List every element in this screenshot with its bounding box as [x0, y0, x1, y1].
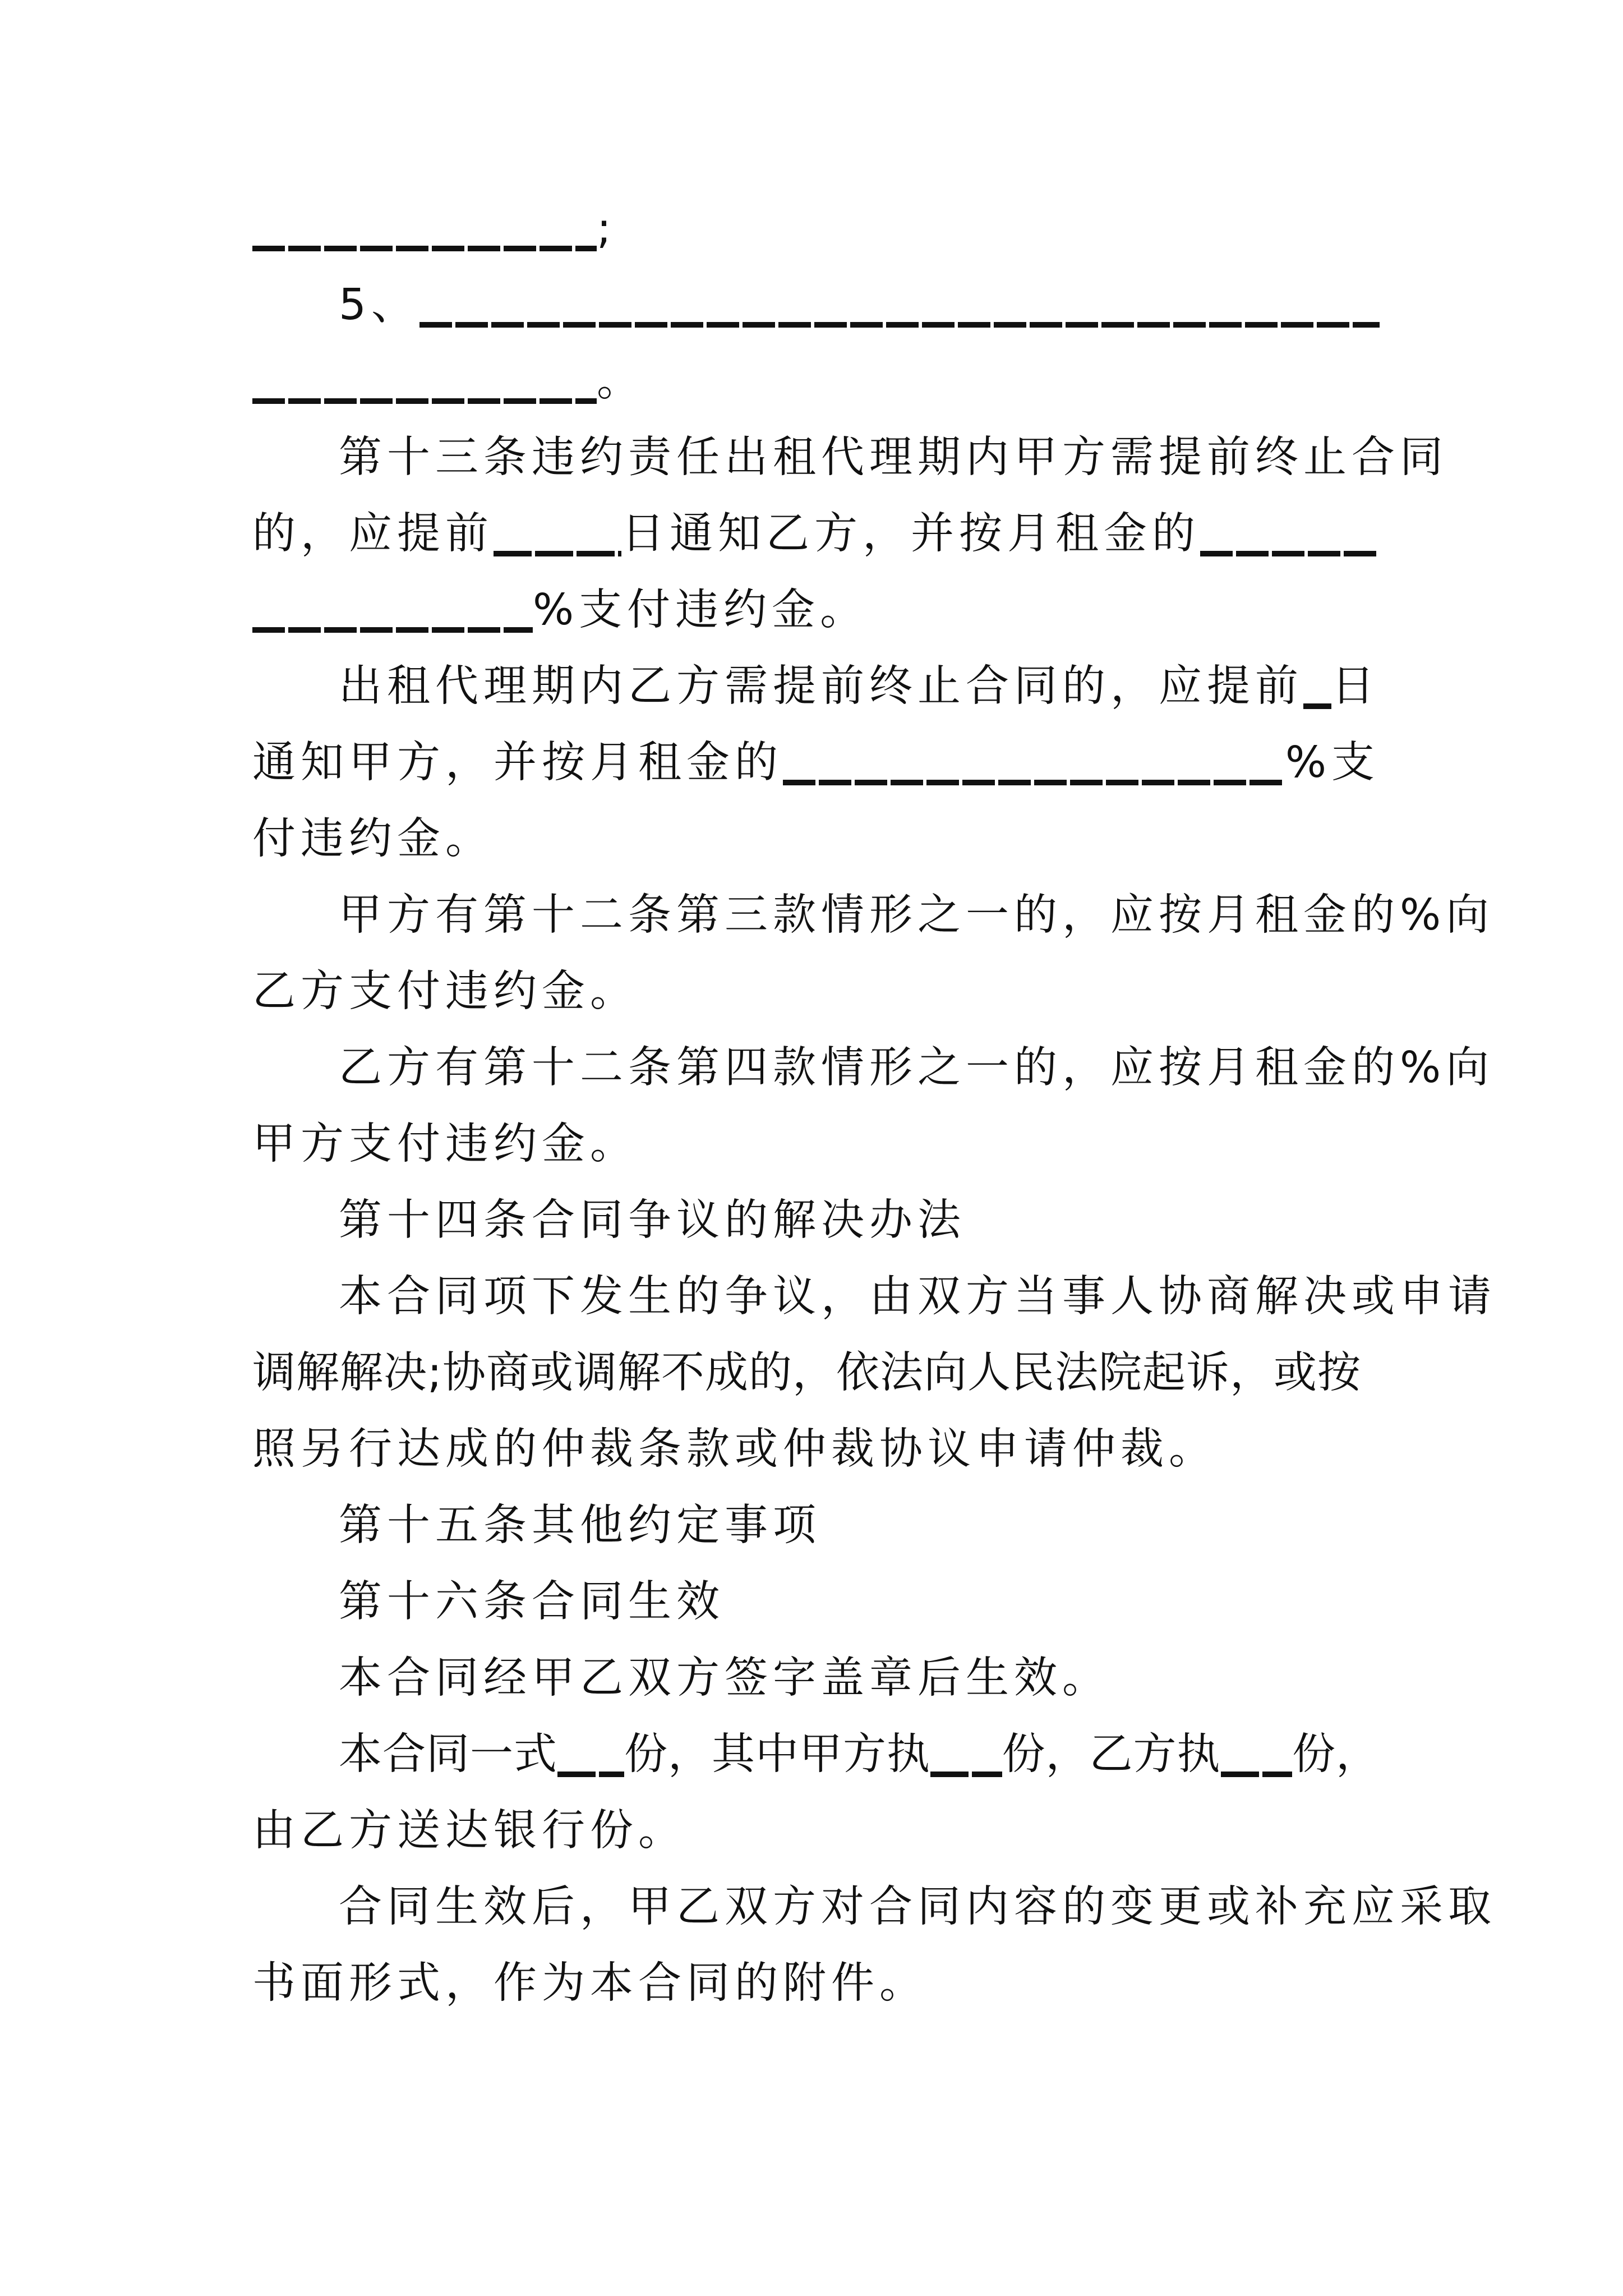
fill-blank: [419, 322, 1380, 328]
text-segment: 甲方支付违约金。: [252, 1119, 638, 1169]
line-blank-period: [252, 343, 1380, 420]
fill-blank-days: [494, 551, 621, 556]
item-number: 5、: [339, 280, 419, 330]
article-13-p4-line-2: [252, 1106, 1380, 1182]
article-14-line-2: [252, 1335, 1380, 1411]
text-segment: 本合同经甲乙双方签字盖章后生效。: [339, 1653, 1110, 1703]
article-16-p2-line-2: [252, 1793, 1380, 1869]
article-16-p1: [252, 1640, 1380, 1717]
fill-blank-copies: [930, 1772, 1002, 1777]
article-heading: 第十六条合同生效: [339, 1577, 725, 1627]
article-13-line-2: [252, 496, 1380, 572]
fill-blank: [252, 398, 597, 404]
article-14-title: [252, 1182, 1380, 1259]
article-14-line-1: [252, 1259, 1496, 1335]
text-segment: 乙方有第十二条第四款情形之一的，应按月租金的%向: [339, 1043, 1495, 1093]
text-segment: %支: [1285, 738, 1380, 788]
text-segment: 份，: [1292, 1729, 1380, 1779]
text-segment: 合同生效后，甲乙双方对合同内容的变更或补充应采取: [339, 1882, 1496, 1932]
text-segment: 由乙方送达银行份。: [252, 1806, 686, 1856]
article-16-p2-line-1: [252, 1717, 1380, 1793]
article-16-p3-line-2: [252, 1945, 1380, 2022]
text-segment: 日: [1331, 661, 1380, 711]
line-item-5: [252, 267, 1380, 343]
text-segment: 出租代理期内乙方需提前终止合同的，应提前: [339, 661, 1303, 711]
fill-blank-days: [1303, 703, 1331, 709]
text-segment: 付违约金。: [252, 814, 494, 864]
article-15-title: [252, 1488, 1380, 1564]
text-segment: 第十三条违约责任出租代理期内甲方需提前终止合同: [339, 432, 1448, 482]
fill-blank-copies: [1221, 1772, 1293, 1777]
article-16-title: [252, 1564, 1380, 1640]
article-13-line-1: [252, 420, 1448, 496]
text-segment: 的，应提前: [252, 509, 494, 559]
text-segment: 本合同项下发生的争议，由双方当事人协商解决或申请: [339, 1272, 1496, 1322]
article-14-line-3: [252, 1411, 1380, 1488]
fill-blank-percent: [1200, 551, 1380, 556]
article-13-p4-line-1: [252, 1030, 1495, 1106]
text-segment: 书面形式，作为本合同的附件。: [252, 1958, 928, 2008]
text-segment: 通知甲方，并按月租金的: [252, 738, 783, 788]
text-segment: 份，其中甲方执: [624, 1729, 930, 1779]
article-13-p3-line-2: [252, 954, 1380, 1030]
text-segment: 调解解决;协商或调解不成的，依法向人民法院起诉，或按: [252, 1348, 1361, 1398]
text-segment: 日通知乙方，并按月租金的: [621, 509, 1200, 559]
text-segment: 份，乙方执: [1002, 1729, 1221, 1779]
article-13-p3-line-1: [252, 877, 1495, 954]
fill-blank-percent: [783, 780, 1285, 785]
text-segment: %支付违约金。: [533, 585, 869, 635]
punctuation: ;: [597, 204, 616, 254]
text-segment: 甲方有第十二条第三款情形之一的，应按月租金的%向: [339, 890, 1495, 940]
article-heading: 第十四条合同争议的解决办法: [339, 1195, 966, 1245]
text-segment: 本合同一式: [339, 1729, 557, 1779]
article-heading: 第十五条其他约定事项: [339, 1501, 821, 1550]
punctuation: 。: [597, 356, 645, 406]
article-16-p3-line-1: [252, 1869, 1496, 1945]
text-segment: 照另行达成的仲裁条款或仲裁协议申请仲裁。: [252, 1424, 1217, 1474]
article-13-line-3: [252, 572, 1380, 648]
line-blank-semicolon: [252, 191, 1380, 267]
fill-blank: [252, 246, 597, 251]
fill-blank-copies: [557, 1772, 624, 1777]
article-13-p2-line-3: [252, 801, 1380, 877]
article-13-p2-line-1: [252, 648, 1380, 725]
article-13-p2-line-2: [252, 725, 1380, 801]
contract-text: [252, 191, 1496, 2022]
fill-blank-percent: [252, 627, 533, 633]
text-segment: 乙方支付违约金。: [252, 967, 638, 1016]
